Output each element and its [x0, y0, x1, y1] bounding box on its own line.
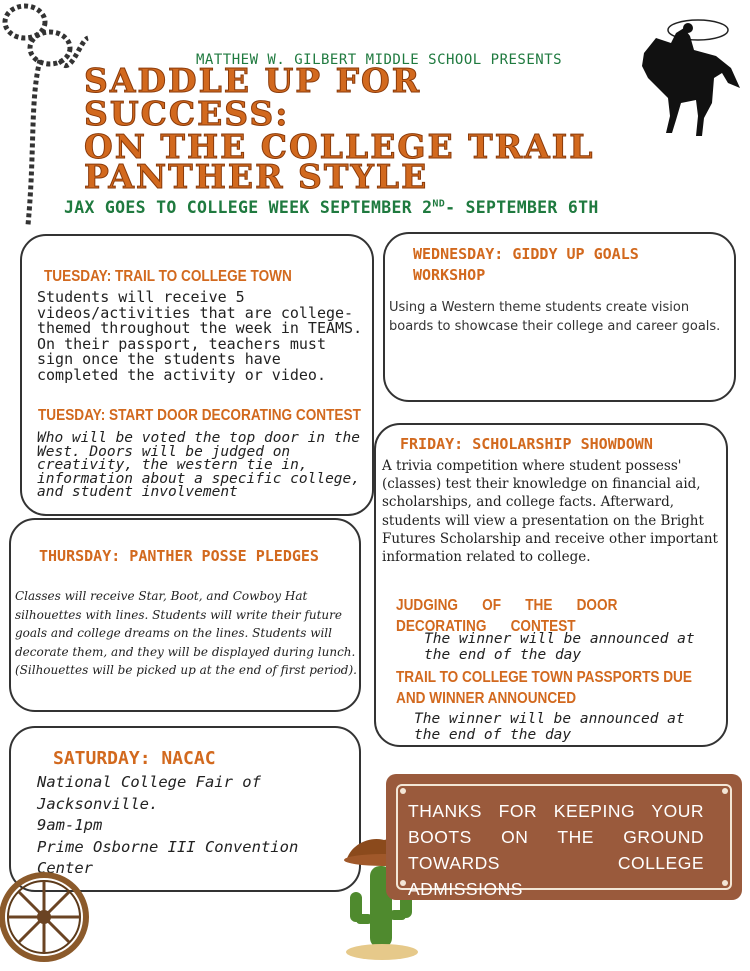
wagon-wheel-icon: [0, 870, 94, 964]
wednesday-box: [383, 232, 736, 402]
saturday-details: [37, 772, 357, 880]
passports-heading: TRAIL TO COLLEGE TOWN PASSPORTS DUE AND WINNER ANNOUNCED: [396, 669, 692, 707]
wednesday-body: Using a Western theme students create vision boards to showcase their college and career goals.: [389, 300, 721, 334]
tuesday-heading-1: TUESDAY: TRAIL TO COLLEGE TOWN: [44, 268, 292, 285]
sign-nail: [400, 788, 406, 794]
tuesday-body-1: Students will receive 5 videos/activities that are college-themed throughout the week in TEAMS. On their passport, teachers must sign once the students have completed the activity or video.: [37, 288, 363, 384]
saturday-line: 9am-1pm: [37, 816, 103, 834]
tuesday-heading-2: TUESDAY: START DOOR DECORATING CONTEST: [38, 407, 361, 424]
week-subtitle: JAX GOES TO COLLEGE WEEK SEPTEMBER 2ND- SEPTEMBER 6TH: [64, 198, 599, 217]
saturday-line: Jacksonville.: [37, 794, 159, 813]
thursday-heading: THURSDAY: PANTHER POSSE PLEDGES: [39, 547, 319, 565]
sign-text: THANKS FOR KEEPING YOUR BOOTS ON THE GROUND TOWARDS COLLEGE ADMISSIONS: [408, 801, 704, 899]
thursday-box: [9, 518, 361, 712]
saturday-line: National College Fair of: [37, 773, 261, 791]
sign-nail: [722, 788, 728, 794]
saturday-heading: SATURDAY: NACAC: [53, 748, 216, 769]
judging-heading: JUDGING OF THE DOOR DECORATING CONTEST: [396, 597, 618, 635]
friday-box: [374, 423, 728, 747]
cowboy-horse-icon: [636, 8, 742, 136]
friday-body: A trivia competition where student possess' (classes) test their knowledge on financial aid, scholarships, and college facts. Afterward, students will view a presentation on the Bright Futures Scholarship and receive other important information related to college.: [382, 458, 718, 566]
school-presents: MATTHEW W. GILBERT MIDDLE SCHOOL PRESENTS: [196, 52, 563, 68]
rope-icon: [0, 0, 90, 230]
judging-body: The winner will be announced at the end of the day: [424, 631, 695, 663]
saturday-line: Center: [37, 859, 93, 877]
saturday-box: [9, 726, 361, 892]
title-line-3: ON THE COLLEGE TRAIL: [84, 127, 595, 166]
thursday-body: Classes will receive Star, Boot, and Cowboy Hat silhouettes with lines. Students will write their future goals and college dreams on the lines. Students will decorate them, and they will be displayed during lunch. (Silhouettes will be picked up at the end of first period).: [15, 589, 357, 677]
saturday-line: Prime Osborne III Convention: [37, 837, 299, 856]
tuesday-body-2: Who will be voted the top door in the West. Doors will be judged on creativity, the western tie in, information about a specific college, and student involvement: [37, 430, 361, 500]
friday-heading: FRIDAY: SCHOLARSHIP SHOWDOWN: [400, 435, 653, 453]
wednesday-heading: WEDNESDAY: GIDDY UP GOALS WORKSHOP: [413, 245, 639, 284]
sign-nail: [400, 880, 406, 886]
tuesday-box: [20, 234, 374, 516]
passports-body: The winner will be announced at the end of the day: [414, 711, 685, 743]
title-line-4: PANTHER STYLE: [84, 157, 429, 196]
thanks-sign: [386, 774, 742, 900]
title-line-2: SUCCESS:: [84, 94, 290, 133]
sign-nail: [722, 880, 728, 886]
title-line-1: SADDLE UP FOR: [84, 61, 422, 100]
